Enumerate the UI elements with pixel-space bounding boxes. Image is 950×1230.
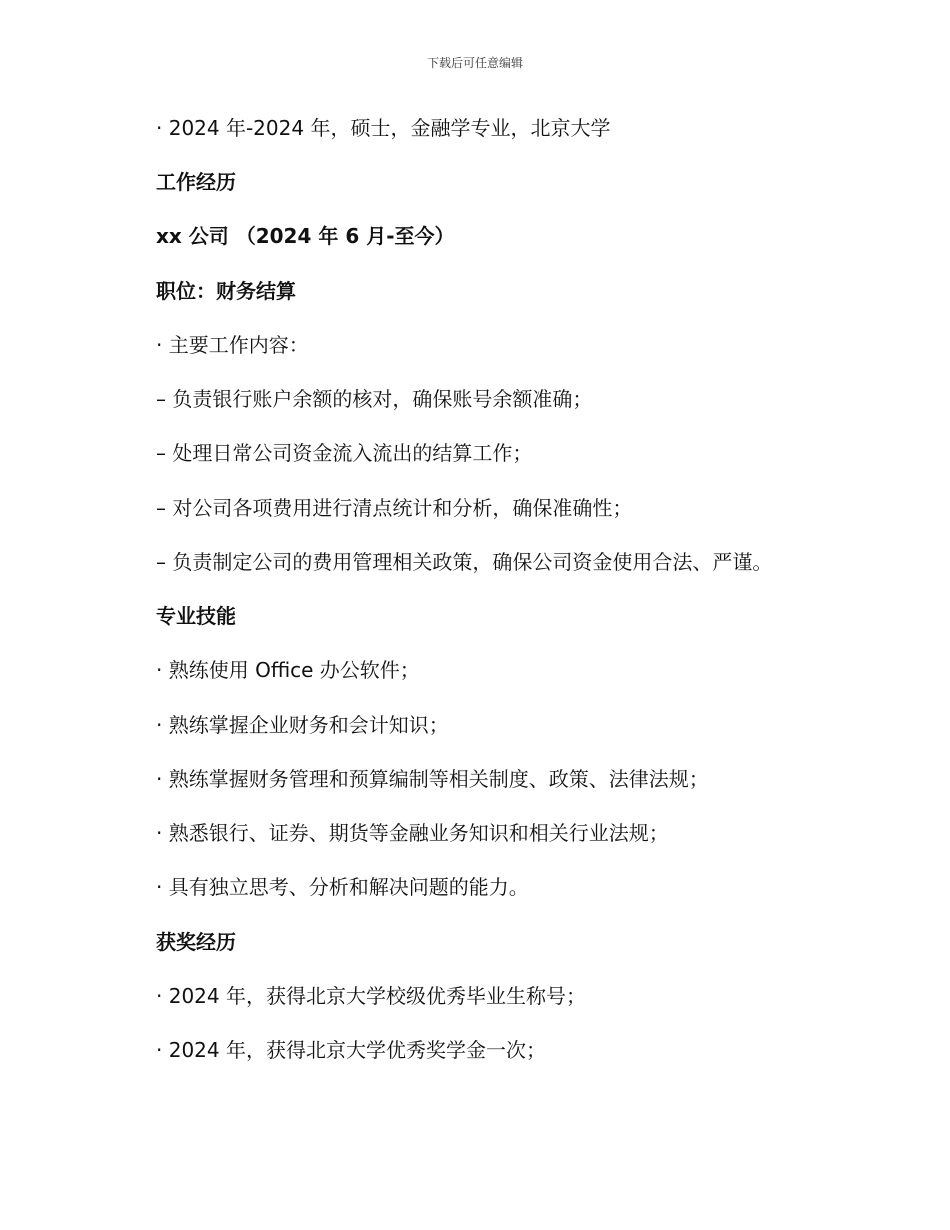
skill-item: · 具有独立思考、分析和解决问题的能力。 — [156, 875, 529, 899]
work-company: xx 公司 （2024 年 6 月-至今） — [156, 224, 455, 248]
work-duty: – 处理日常公司资金流入流出的结算工作； — [156, 441, 533, 465]
skill-item: · 熟练使用 Office 办公软件； — [156, 658, 420, 682]
work-content-label: · 主要工作内容： — [156, 333, 309, 357]
page-header: 下载后可任意编辑 — [426, 56, 523, 70]
skills-heading: 专业技能 — [156, 604, 236, 628]
work-heading: 工作经历 — [156, 170, 236, 194]
work-position: 职位：财务结算 — [156, 279, 296, 303]
skill-item: · 熟练掌握财务管理和预算编制等相关制度、政策、法律法规； — [156, 767, 709, 791]
education-item: · 2024 年-2024 年，硕士，金融学专业，北京大学 — [156, 116, 611, 140]
work-duty: – 负责制定公司的费用管理相关政策，确保公司资金使用合法、严谨。 — [156, 550, 773, 574]
work-duty: – 负责银行账户余额的核对，确保账号余额准确； — [156, 387, 593, 411]
skill-item: · 熟练掌握企业财务和会计知识； — [156, 713, 449, 737]
work-duty: – 对公司各项费用进行清点统计和分析，确保准确性； — [156, 496, 633, 520]
award-item: · 2024 年，获得北京大学优秀奖学金一次； — [156, 1038, 546, 1062]
skill-item: · 熟悉银行、证券、期货等金融业务知识和相关行业法规； — [156, 821, 669, 845]
awards-heading: 获奖经历 — [156, 930, 236, 954]
award-item: · 2024 年，获得北京大学校级优秀毕业生称号； — [156, 984, 586, 1008]
